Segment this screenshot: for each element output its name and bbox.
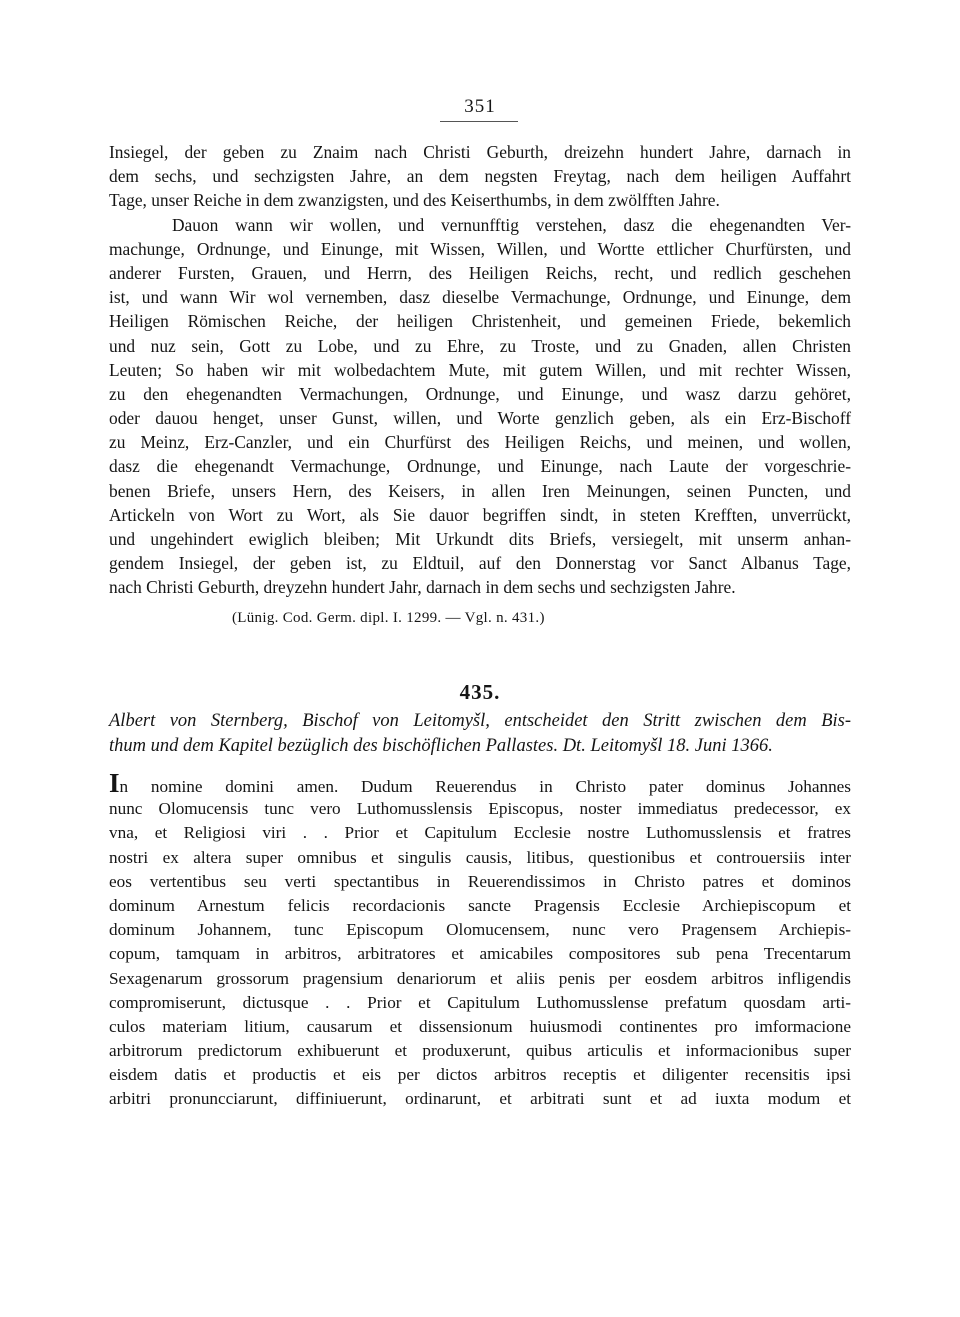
text-line: anderer Fursten, Grauen, und Herrn, des Heiligen Reichs, recht, und redlich geschehen — [109, 262, 851, 283]
text-line: Leuten; So haben wir mit wolbedachtem Mute, mit gutem Willen, und mit rechter Wissen, — [109, 359, 851, 380]
text-line: Artickeln von Wort zu Wort, als Sie dauor begriffen sindt, in steten Krefften, unverrückt, — [109, 504, 851, 525]
text-line: compromiserunt, dictusque . . Prior et Capitulum Luthomusslense prefatum quosdam arti- — [109, 992, 851, 1012]
text-line: nach Christi Geburth, dreyzehn hundert Jahr, darnach in dem sechs und sechzigsten Jahre. — [109, 577, 736, 598]
text-line-first — [109, 768, 851, 798]
text-line-rest: n nomine domini amen. Dudum Reuerendus in Christo pater dominus Johannes — [119, 777, 851, 796]
text-line: zu Meinz, Erz-Canzler, und ein Churfürst des Heiligen Reichs, und meinen, und wollen, — [109, 432, 851, 453]
text-line: dasz die ehegenandt Vermachunge, Ordnunge, und Einunge, nach Laute der vorgeschrie- — [109, 456, 851, 477]
text-line: nunc Olomucensis tunc vero Luthomusslensis Episcopus, noster immediatus predecessor, ex — [109, 799, 851, 819]
text-line: und nuz sein, Gott zu Lobe, und zu Ehre, zu Troste, und zu Gnaden, allen Christen — [109, 335, 851, 356]
text-line: dominum Johannem, tunc Episcopum Olomucensem, nunc vero Pragensem Archiepis- — [109, 920, 851, 940]
text-line: machunge, Ordnunge, und Einunge, mit Wissen, Willen, und Wortte ettlicher Churfürsten, und — [109, 238, 851, 259]
heading-line: Albert von Sternberg, Bischof von Leitomyšl, entscheidet den Stritt zwischen dem Bis- — [109, 711, 851, 731]
heading-line: thum und dem Kapitel bezüglich des bischöflichen Pallastes. Dt. Leitomyšl 18. Juni 1366. — [109, 736, 773, 756]
text-line: oder dauou henget, unser Gunst, willen, und Worte genzlich geben, als ein Erz-Bischoff — [109, 408, 851, 429]
text-line: Heiligen Römischen Reiche, der heiligen Christenheit, und gemeinen Friede, bekemlich — [109, 311, 851, 332]
text-line: Sexagenarum grossorum pragensium denariorum et aliis penis per eosdem arbitros infligendis — [109, 968, 851, 988]
source-citation: (Lünig. Cod. Germ. dipl. I. 1299. — Vgl. n. 431.) — [232, 610, 545, 626]
text-line: zu den ehegenandten Vermachungen, Ordnunge, und Einunge, und wasz darzu gehöret, — [109, 383, 851, 404]
text-line: gendem Insiegel, der geben ist, zu Eldtuil, auf den Donnerstag vor Sanct Albanus Tage, — [109, 553, 851, 574]
text-line: dominum Arnestum felicis recordacionis sancte Pragensis Ecclesie Archiepiscopum et — [109, 895, 851, 915]
text-line: copum, tamquam in arbitros, arbitratores et amicabiles compositores sub pena Trecentarum — [109, 944, 851, 964]
text-line: Insiegel, der geben zu Znaim nach Christi Geburth, dreizehn hundert Jahre, darnach in — [109, 142, 851, 162]
text-line: culos materiam litium, causarum et dissensionum huiusmodi continentes pro imformacione — [109, 1016, 851, 1036]
document-number: 435. — [459, 680, 501, 704]
text-line: eisdem datis et productis et eis per dictos arbitros receptis et diligenter recensitis ipsi — [109, 1065, 851, 1085]
text-line: nostri ex altera super omnibus et singulis causis, litibus, questionibus et controuersiis inter — [109, 847, 851, 867]
page-number-rule — [440, 121, 518, 122]
document-heading — [109, 709, 851, 759]
text-line: vna, et Religiosi viri . . Prior et Capitulum Ecclesie nostre Luthomusslensis et fratres — [109, 823, 851, 843]
text-line: und ungehindert ewiglich bleiben; Mit Urkundt dits Briefs, versiegelt, mit unserm anhan- — [109, 529, 851, 549]
text-line: arbitri pronuncciarunt, diffiniuerunt, ordinarunt, et arbitrati sunt et ad iuxta modum et — [109, 1089, 851, 1109]
text-line: ist, und wann Wir wol vernemben, dasz dieselbe Vermachunge, Ordnunge, und Einunge, dem — [109, 287, 851, 308]
text-line: Dauon wann wir wollen, und vernunfftig verstehen, dasz die ehegenandten Ver- — [172, 214, 851, 235]
text-line: benen Briefe, unsers Hern, des Keisers, in allen Iren Meinungen, seinen Puncten, und — [109, 480, 851, 501]
text-line: arbitrorum predictorum exhibuerunt et produxerunt, quibus articulis et informacionibus super — [109, 1041, 851, 1061]
latin-text — [109, 768, 851, 1112]
german-text — [109, 140, 851, 600]
text-line: Tage, unser Reiche in dem zwanzigsten, und des Keiserthumbs, in dem zwölfften Jahre. — [109, 190, 720, 211]
text-line: dem sechs, und sechzigsten Jahre, an dem negsten Freytag, nach dem heiligen Auffahrt — [109, 166, 851, 187]
text-line: eos vertentibus seu verti spectantibus in Reuerendissimos in Christo patres et dominos — [109, 871, 851, 891]
page-number: 351 — [464, 96, 496, 117]
drop-capital: I — [109, 768, 120, 798]
